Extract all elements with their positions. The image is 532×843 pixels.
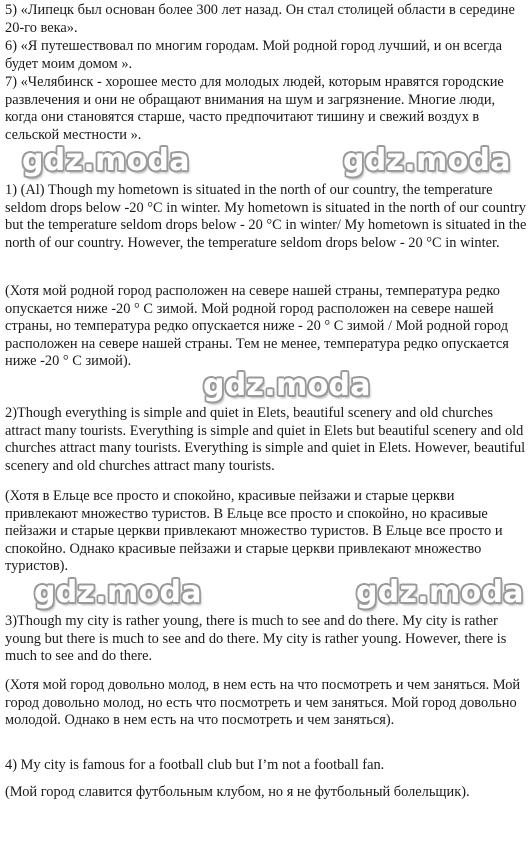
watermark-logo: gdz.moda (22, 143, 190, 178)
paragraph-en-3: 3)Though my city is rather young, there is much to see and do there. My city is rather young but there is much to see and do there. My city is rather young. However, there is much to see and do there. (5, 613, 507, 665)
paragraph-en-1: 1) (Al) Though my hometown is situated in the north of our country, the temperature seldom drops below -20 °C in winter. My hometown is situated in the north of our country but the temperature seldom drops below - 20 °C in winter/ My hometown is situated in the north of our country. However, the temperature seldom drops below - 20 °C in winter. (5, 182, 527, 251)
paragraph-ru-6: 6) «Я путешествовал по многим городам. Мой родной город лучший, и он всегда будет моим домом ». (5, 38, 503, 72)
paragraph-tr-1: (Хотя мой родной город расположен на севере нашей страны, температура редко опускается ниже -20 ° С зимой. Мой родной город расположен на севере нашей страны, но температура редко опускается ниже - 20 ° С зимой / Мой родной город расположен на севере нашей страны. Тем не менее, температура редко опускается ниже -20 ° С зимой). (5, 283, 509, 370)
watermark-logo: gdz.moda (34, 575, 202, 610)
paragraph-en-4: 4) My city is famous for a football club but I’m not a football fan. (5, 757, 385, 773)
paragraph-tr-3: (Хотя мой город довольно молод, в нем есть на что посмотреть и чем заняться. Мой город довольно молод, но есть что посмотреть и чем заняться. Мой город довольно молодой. Однако в нем есть на что посмотреть и чем заняться). (5, 677, 521, 729)
paragraph-ru-7: 7) «Челябинск - хорошее место для молодых людей, которым нравятся городские развлечения и они не обращают внимания на шум и загрязнение. Многие люди, когда они становятся старше, часто предпочитают тишину и свежий воздух в сельской местности ». (5, 74, 504, 143)
watermark-logo: gdz.moda (203, 368, 371, 403)
paragraph-tr-4: (Мой город славится футбольным клубом, но я не футбольный болельщик). (5, 784, 470, 800)
watermark-logo: gdz.moda (343, 143, 511, 178)
paragraph-tr-2: (Хотя в Ельце все просто и спокойно, красивые пейзажи и старые церкви привлекают множество туристов. В Ельце все просто и спокойно, но красивые пейзажи и старые церкви привлекают множество туристов. В Ельце все просто и спокойно. Однако красивые пейзажи и старые церкви привлекают множество туристов). (5, 488, 503, 575)
paragraph-en-2: 2)Though everything is simple and quiet in Elets, beautiful scenery and old churches attract many tourists. Everything is simple and quiet in Elets but beautiful scenery and old churches attract many tourists. Everything is simple and quiet in Elets. However, beautiful scenery and old churches attract many tourists. (5, 405, 526, 474)
watermark-logo: gdz.moda (356, 575, 524, 610)
paragraph-ru-5: 5) «Липецк был основан более 300 лет назад. Он стал столицей области в середине 20-го века». (5, 2, 515, 36)
